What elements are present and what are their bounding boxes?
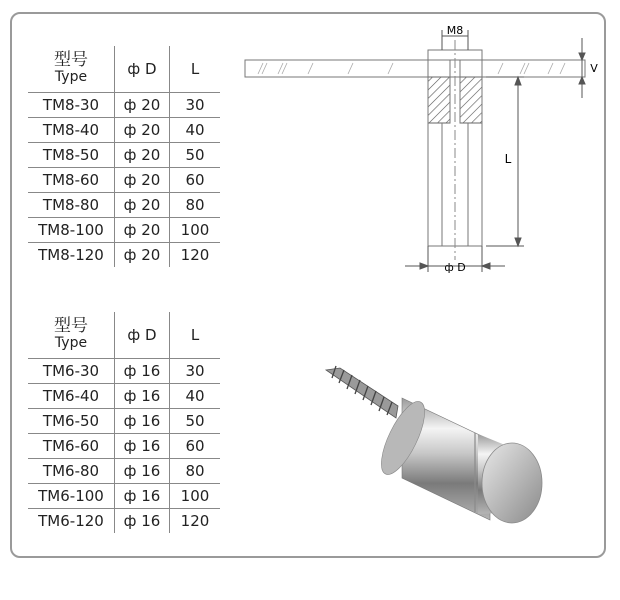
header-type: 型号 Type <box>28 46 115 93</box>
cell-length: 100 <box>170 484 221 509</box>
header-diameter: ф D <box>115 46 170 93</box>
cell-diameter: ф 20 <box>115 93 170 118</box>
cell-length: 50 <box>170 409 221 434</box>
cell-length: 80 <box>170 459 221 484</box>
product-photo <box>326 366 542 523</box>
cell-diameter: ф 20 <box>115 193 170 218</box>
cell-type: TM6-50 <box>28 409 115 434</box>
thread-label: M8 <box>446 24 464 37</box>
standoff-body <box>428 40 482 260</box>
cell-diameter: ф 16 <box>115 459 170 484</box>
cell-diameter: ф 20 <box>115 218 170 243</box>
header-length: L <box>170 46 221 93</box>
cell-diameter: ф 16 <box>115 409 170 434</box>
cell-length: 40 <box>170 384 221 409</box>
cell-type: TM8-30 <box>28 93 115 118</box>
cell-type: TM6-40 <box>28 384 115 409</box>
cell-length: 120 <box>180 512 210 530</box>
thickness-dimension <box>579 38 585 98</box>
cell-diameter: ф 16 <box>115 359 170 384</box>
glass-panel <box>245 60 585 77</box>
header-diameter: ф D <box>115 312 170 359</box>
cell-type: TM8-120 <box>28 243 115 268</box>
thickness-label: V <box>590 62 598 75</box>
diameter-label: ф D <box>444 261 466 274</box>
cell-diameter: ф 20 <box>115 118 170 143</box>
cell-diameter: ф 16 <box>115 484 170 509</box>
cell-type: TM8-40 <box>28 118 115 143</box>
header-type: 型号 Type <box>28 312 115 359</box>
cell-diameter: ф 20 <box>115 168 170 193</box>
cell-length: 30 <box>170 359 221 384</box>
cell-diameter: ф 20 <box>115 143 170 168</box>
cell-diameter: ф 16 <box>115 384 170 409</box>
cell-length: 40 <box>170 118 221 143</box>
cell-length: 100 <box>170 218 221 243</box>
cell-length: 60 <box>170 168 221 193</box>
cell-type: TM8-50 <box>28 143 115 168</box>
cell-diameter: ф 16 <box>115 509 170 534</box>
cell-type: TM6-80 <box>28 459 115 484</box>
screw <box>326 366 398 418</box>
cell-type: TM8-80 <box>28 193 115 218</box>
cell-type: TM8-100 <box>28 218 115 243</box>
cell-length: 60 <box>170 434 221 459</box>
cell-length: 80 <box>170 193 221 218</box>
cell-length: 120 <box>180 246 210 264</box>
header-length: L <box>170 312 221 359</box>
cell-type: TM6-100 <box>28 484 115 509</box>
cell-length: 30 <box>170 93 221 118</box>
cell-type: TM8-60 <box>28 168 115 193</box>
cell-length: 50 <box>170 143 221 168</box>
cell-type: TM6-30 <box>28 359 115 384</box>
cell-diameter: ф 20 <box>115 243 170 268</box>
cell-type: TM6-60 <box>28 434 115 459</box>
cell-diameter: ф 16 <box>115 434 170 459</box>
cell-type: TM6-120 <box>28 509 115 534</box>
length-label: L <box>504 152 512 166</box>
